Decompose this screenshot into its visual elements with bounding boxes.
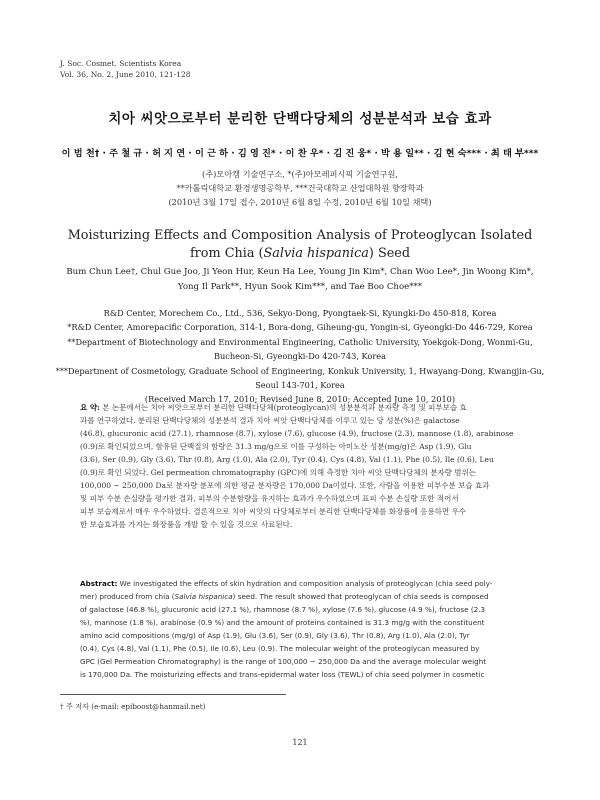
korean-title: 치아 씨앗으로부터 분리한 단백다당체의 성분분석과 보습 효과 — [108, 111, 492, 127]
korean-abstract-line: (0.9)로 확인 되었다. Gel permeation chromatography (GPC)에 의해 측정한 치아 씨앗 단백다당체의 분자량 범위는 — [80, 468, 477, 477]
journal-volume: Vol. 36, No. 2, June 2010, 121-128 — [60, 70, 191, 79]
english-author-line: Bum Chun Lee†, Chul Gue Joo, Ji Yeon Hur, Keun Ha Lee, Young Jin Kim*, Chan Woo Lee*, Jin Woong Kim*, — [66, 267, 534, 277]
english-title — [0, 227, 600, 262]
english-abstract-line: %), mannose (1.8 %), arabinose (0.9 %) and the amount of proteins contained is 31.3 mg/g with the constituent — [80, 618, 485, 627]
korean-abstract-line: 100,000 ~ 250,000 Da로 분자량 분포에 의한 평균 분자량은 170,000 Da이었다. 또한, 사람을 이용한 피부수분 보습 효과 — [80, 481, 490, 490]
english-abstract — [80, 577, 522, 681]
korean-abstract-line — [80, 401, 522, 414]
english-abstract-line — [80, 590, 522, 603]
journal-header — [60, 58, 191, 80]
journal-name: J. Soc. Cosmet. Scientists Korea — [60, 59, 182, 68]
species-name: Salvia hispanica — [174, 592, 233, 601]
korean-abstract-line: 과를 연구하였다. 분리된 단백다당체의 성분분석 결과 치아 씨앗 단백다당체를 이루고 있는 당 성분(%)은 galactose — [80, 416, 460, 425]
english-title-line — [0, 245, 600, 263]
english-abstract-line: (0.4), Cys (4.8), Val (1.1), Phe (0.5), Ile (0.6), Leu (0.9). The molecular weight of the proteoglycan measured by — [80, 644, 480, 653]
english-affiliation-line: Seoul 143-701, Korea — [255, 380, 345, 391]
english-affiliation-line: *R&D Center, Amorepacific Corporation, 314-1, Bora-dong, Giheung-gu, Yongin-si, Gyeongki-Do 446-729, Korea — [67, 322, 533, 333]
english-abstract-line — [80, 577, 522, 590]
corresponding-author-footnote: † 주 저자 (e-mail: epiboost@hanmail.net) — [60, 702, 206, 711]
page-number: 121 — [292, 738, 308, 747]
title-text: ) Seed — [368, 245, 411, 261]
species-name: Salvia hispanica — [263, 245, 369, 261]
english-affiliation-line: R&D Center, Morechem Co., Ltd., 536, Sekyo-Dong, Pyongtaek-Si, Kyungki-Do 450-818, Korea — [103, 308, 497, 318]
english-affiliation-line: **Department of Biotechnology and Environmental Engineering, Catholic University, Yoekgok-Dong, Wonmi-Gu, — [67, 336, 533, 347]
korean-abstract-line: 한 보습효과를 가지는 화장품을 개발 할 수 있을 것으로 사료된다. — [80, 520, 293, 529]
english-abstract-line: is 170,000 Da. The moisturizing effects and trans-epidermal water loss (TEWL) of chia seed polymer in cosmetic — [80, 670, 485, 679]
korean-authors: 이 범 천† · 주 철 규 · 허 지 연 · 이 근 하 · 김 영 진* · 이 찬 우* · 김 진 웅* · 박 용 일** · 김 현 숙*** · 최 태 부*** — [61, 148, 539, 159]
english-affiliations — [0, 306, 600, 407]
korean-abstract-line: (0.9)로 확인되었으며, 함유된 단백질의 함량은 31.3 mg/g으로 이를 구성하는 아미노산 성분(mg/g)은 Asp (1.9), Glu — [80, 442, 472, 451]
korean-received-dates: (2010년 3월 17일 접수, 2010년 6월 8일 수정, 2010년 6월 10일 채택) — [168, 197, 432, 207]
english-abstract-line: amino acid compositions (mg/g) of Asp (1.9), Glu (3.6), Ser (0.9), Gly (3.6), Thr (0.8), Arg (1.0), Ala (2.0), Tyr — [80, 631, 470, 640]
korean-abstract-label: 요 약: — [80, 403, 100, 412]
korean-affiliation-line: (주)모아캠 기술연구소, *(주)아모레퍼시픽 기술연구원, — [202, 169, 398, 179]
english-abstract-line: of galactose (46.8 %), glucuronic acid (27.1 %), rhamnose (8.7 %), xylose (7.6 %), glucose (4.9 %), fructose (2.3 — [80, 605, 486, 614]
korean-affiliations — [0, 167, 600, 209]
korean-affiliation-line: **카톨릭대학교 환경생명공학부, ***건국대학교 산업대학원 향장학과 — [176, 183, 424, 193]
korean-abstract-line: 및 피부 수분 손실량을 평가한 결과, 피부의 수분함량을 유지하는 효과가 우수하였으며 표피 수분 손실량 또한 적어서 — [80, 494, 459, 503]
english-abstract-line: GPC (Gel Permeation Chromatography) is the range of 100,000 ~ 250,000 Da and the average molecular weight — [80, 657, 487, 666]
korean-abstract — [80, 401, 522, 531]
footnote-divider — [60, 694, 286, 695]
english-title-line: Moisturizing Effects and Composition Analysis of Proteoglycan Isolated — [67, 228, 533, 243]
abstract-text: mer) produced from chia ( — [80, 592, 175, 601]
korean-abstract-line: 피부 보습제로서 매우 우수하였다. 결론적으로 치아 씨앗의 다당체로부터 분리한 단백다당체를 화장품에 응용하면 우수 — [80, 507, 466, 516]
abstract-text: ) seed. The result showed that proteoglycan of chia seeds is composed — [232, 592, 489, 601]
english-affiliation-line: Bucheon-Si, Gyeongki-Do 420-743, Korea — [214, 351, 386, 362]
korean-abstract-line: (46.8), glucuronic acid (27.1), rhamnose (8.7), xylose (7.6), glucose (4.9), fructose (2.3), mannose (1.8), arabinose — [80, 429, 514, 438]
abstract-text: We investigated the effects of skin hydration and composition analysis of proteoglycan (chia seed poly- — [117, 579, 493, 588]
english-affiliation-line: ***Department of Cosmetology, Graduate School of Engineering, Konkuk University, 1, Hwayang-Dong, Kwangjin-Gu, — [55, 365, 545, 376]
korean-abstract-line: (3.6), Ser (0.9), Gly (3.6), Thr (0.8), Arg (1.0), Ala (2.0), Tyr (0.4), Cys (4.8), Val (1.1), Phe (0.5), Ile (0.6), Leu — [80, 455, 494, 464]
english-abstract-label: Abstract: — [80, 579, 118, 588]
title-text: from Chia ( — [189, 245, 264, 261]
english-author-line: Yong Il Park**, Hyun Sook Kim***, and Tae Boo Choe*** — [177, 282, 423, 292]
english-received-dates: (Received March 17, 2010; Revised June 8, 2010; Accepted June 10, 2010) — [144, 394, 456, 405]
abstract-text: 본 논문에서는 치아 씨앗으로부터 분리한 단백다당체(proteoglycan)의 성분분석과 분자량 측정 및 피부보습 효 — [99, 403, 467, 412]
english-authors — [0, 265, 600, 295]
